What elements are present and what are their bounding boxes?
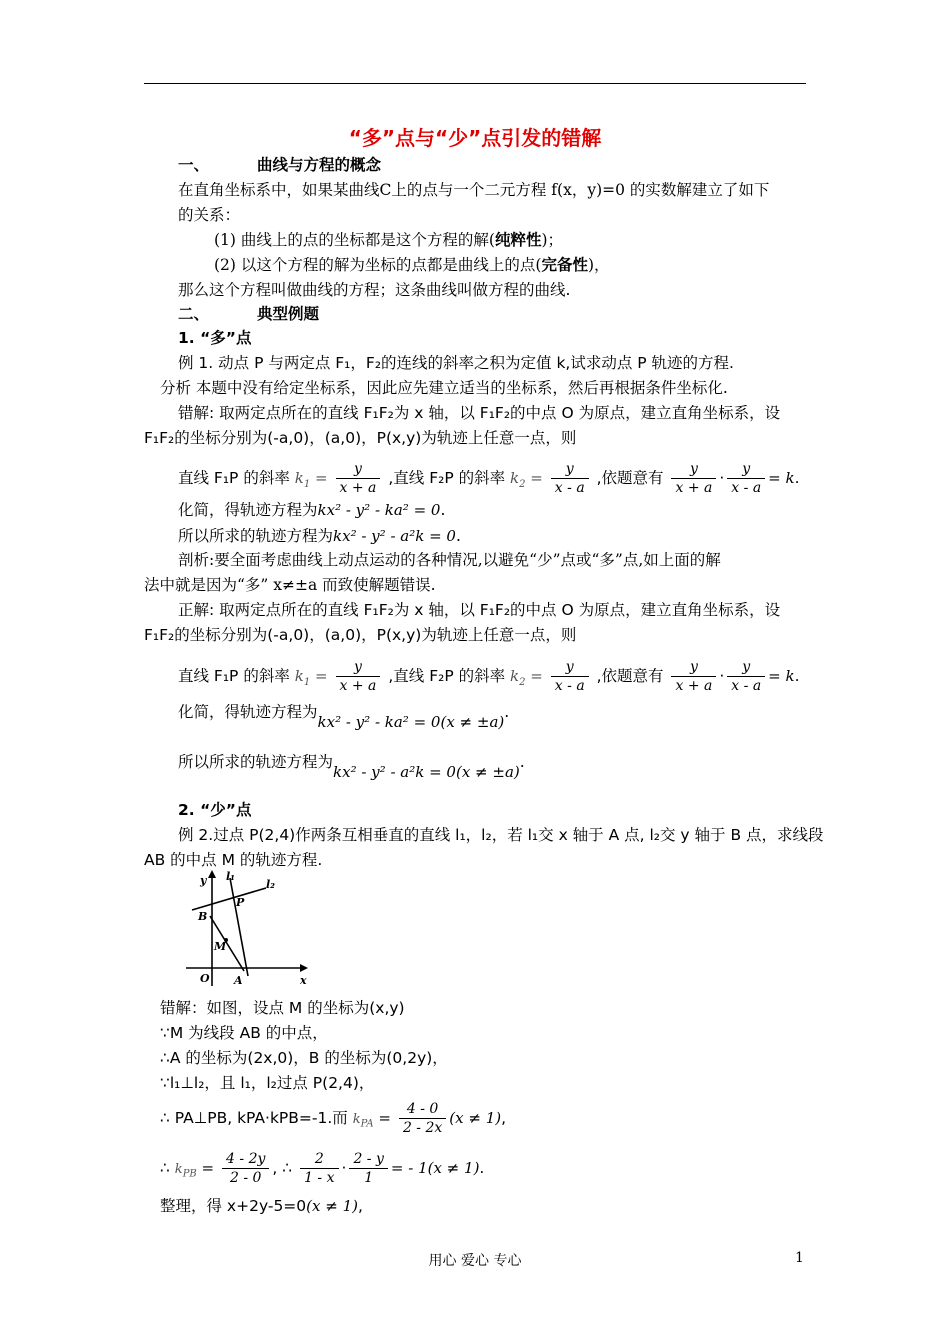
- header-rule: [144, 83, 806, 84]
- subheading-1: 1. “多”点: [178, 329, 252, 347]
- line-l1: [230, 878, 248, 976]
- critique-b: 法中就是因为“多” x≠±a 而致使解题错误.: [144, 576, 436, 594]
- intro-p1a: 在直角坐标系中，如果某曲线C上的点与一个二元方程 f(x，y)=0 的实数解建立了如下: [178, 181, 770, 199]
- label-x: x: [300, 974, 307, 987]
- slope-line-wrong: 直线 F₁P 的斜率 $k_1$ = $\frac{y}{x + a}$ ,直线 F₂P 的斜率 $k_2$ = $\frac{y}{x - a}$ ,依题意有 $\frac{y}{x + a}$ · $\frac{y}{x - a}$ = k.: [178, 461, 800, 496]
- wrong-solution-1b: F₁F₂的坐标分别为(-a,0)，(a,0)，P(x,y)为轨迹上任意一点，则: [144, 429, 577, 447]
- label-l2: l₂: [266, 878, 275, 891]
- wrong-2-line2: ∵M 为线段 AB 的中点，: [160, 1024, 328, 1042]
- intro-p2: 那么这个方程叫做曲线的方程；这条曲线叫做方程的曲线.: [178, 281, 571, 299]
- section-1-heading: 一、 曲线与方程的概念: [178, 156, 382, 174]
- label-b: B: [198, 910, 208, 923]
- condition-1: (1) 曲线上的点的坐标都是这个方程的解(纯粹性)；: [214, 231, 564, 249]
- example-1-statement: 例 1. 动点 P 与两定点 F₁，F₂的连线的斜率之积为定值 k,试求动点 P 轨迹的方程.: [178, 354, 734, 372]
- label-m: M: [214, 940, 227, 953]
- label-y: y: [200, 874, 207, 887]
- label-p: P: [236, 896, 245, 909]
- intro-p1b: 的关系：: [178, 206, 241, 224]
- line-l2: [192, 888, 266, 910]
- right-solution-b: F₁F₂的坐标分别为(-a,0)，(a,0)，P(x,y)为轨迹上任意一点，则: [144, 626, 577, 644]
- simplify-wrong: 化简，得轨迹方程为kx² - y² - ka² = 0.: [178, 501, 446, 519]
- label-o: O: [200, 972, 210, 985]
- label-a: A: [234, 974, 243, 987]
- wrong-2-line4: ∵l₁⊥l₂，且 l₁，l₂过点 P(2,4)，: [160, 1074, 375, 1092]
- wrong-2-line7: 整理，得 x+2y-5=0(x ≠ 1),: [160, 1197, 363, 1215]
- simplify-right: 化简，得轨迹方程为kx² - y² - ka² = 0(x ≠ ±a).: [178, 703, 510, 731]
- wrong-2-line5: ∴ PA⊥PB, kPA·kPB=-1.而 $k_{PA}$ = $\frac{4 - 0}{2 - 2x}$ (x ≠ 1),: [160, 1101, 507, 1136]
- critique-a: 剖析:要全面考虑曲线上动点运动的各种情况,以避免“少”点或“多”点,如上面的解: [178, 551, 721, 569]
- section-2-heading: 二、 典型例题: [178, 305, 320, 323]
- condition-2: (2) 以这个方程的解为坐标的点都是曲线上的点(完备性)，: [214, 256, 610, 274]
- subheading-2: 2. “少”点: [178, 801, 252, 819]
- geometry-figure: [182, 868, 312, 993]
- example-2-statement-b: AB 的中点 M 的轨迹方程.: [144, 851, 323, 869]
- slope-line-right: 直线 F₁P 的斜率 $k_1$ = $\frac{y}{x + a}$ ,直线 F₂P 的斜率 $k_2$ = $\frac{y}{x - a}$ ,依题意有 $\frac{y}{x + a}$ · $\frac{y}{x - a}$ = k.: [178, 659, 800, 694]
- result-right: 所以所求的轨迹方程为kx² - y² - a²k = 0(x ≠ ±a).: [178, 753, 525, 781]
- x-axis-arrow: [300, 964, 308, 972]
- wrong-2-line6: ∴ $k_{PB}$ = $\frac{4 - 2y}{2 - 0}$ , ∴ $\frac{2}{1 - x}$ · $\frac{2 - y}{1}$ = - 1(x ≠ 1).: [160, 1151, 485, 1186]
- wrong-2-line3: ∴A 的坐标为(2x,0)，B 的坐标为(0,2y)，: [160, 1049, 448, 1067]
- page-number: 1: [795, 1250, 804, 1266]
- result-wrong: 所以所求的轨迹方程为kx² - y² - a²k = 0.: [178, 527, 461, 545]
- wrong-2-line1: 错解：如图，设点 M 的坐标为(x,y): [160, 999, 405, 1017]
- wrong-solution-1a: 错解: 取两定点所在的直线 F₁F₂为 x 轴，以 F₁F₂的中点 O 为原点，建立直角坐标系，设: [178, 404, 781, 422]
- page-title: “多”点与“少”点引发的错解: [348, 126, 602, 150]
- footer-text: 用心 爱心 专心: [428, 1253, 522, 1269]
- example-1-analysis: 分析 本题中没有给定坐标系，因此应先建立适当的坐标系，然后再根据条件坐标化.: [160, 379, 728, 397]
- label-l1: l₁: [226, 870, 235, 883]
- example-2-statement-a: 例 2.过点 P(2,4)作两条互相垂直的直线 l₁，l₂，若 l₁交 x 轴于 A 点, l₂交 y 轴于 B 点，求线段: [178, 826, 824, 844]
- y-axis-arrow: [208, 870, 216, 878]
- right-solution-a: 正解: 取两定点所在的直线 F₁F₂为 x 轴，以 F₁F₂的中点 O 为原点，建立直角坐标系，设: [178, 601, 781, 619]
